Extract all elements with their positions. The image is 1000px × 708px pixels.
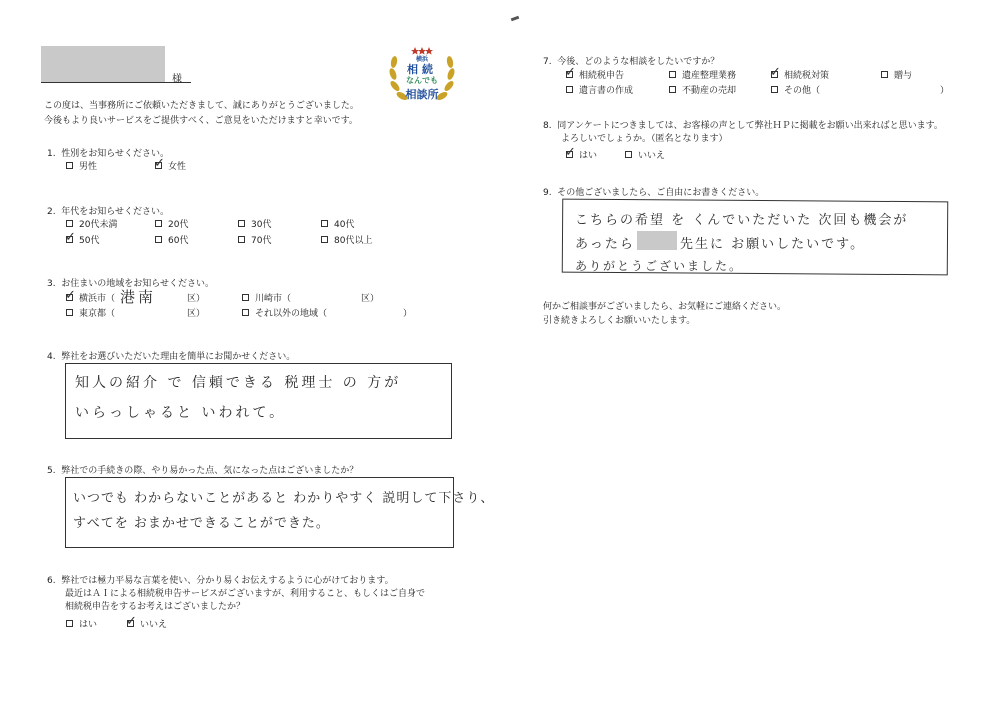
q3-option-tokyo[interactable]: 東京都（ (66, 306, 115, 319)
checkbox-checked[interactable] (65, 230, 76, 245)
footer-line-1: 何かご相談事がございましたら、お気軽にご連絡ください。 (543, 302, 787, 312)
checkbox[interactable] (238, 220, 245, 227)
checkbox-checked[interactable] (770, 65, 781, 80)
q8-option-yes[interactable]: ✓ はい (565, 145, 598, 161)
q8-option-no[interactable]: いいえ (625, 148, 665, 161)
q3-option-kawasaki[interactable]: 川崎市（ (242, 291, 291, 304)
logo-line-4: 相談所 (405, 88, 439, 101)
checkbox-checked[interactable] (565, 65, 576, 80)
checkbox[interactable] (771, 86, 778, 93)
q7-option-estate-settlement[interactable]: 遺産整理業務 (669, 68, 736, 81)
q1-option-female[interactable]: ✓ 女性 (154, 156, 187, 172)
name-underline (41, 82, 191, 83)
check-mark-icon: ✓ (154, 156, 165, 171)
check-mark-icon: ✓ (770, 65, 781, 80)
redacted-name-2 (637, 231, 677, 250)
checkbox[interactable] (566, 86, 573, 93)
q2-option-under20[interactable]: 20代未満 (66, 217, 117, 230)
logo-line-1: 横浜 (415, 56, 428, 63)
checkbox[interactable] (66, 309, 73, 316)
checkbox[interactable] (669, 71, 676, 78)
q3-kawasaki-ward-close: 区） (361, 294, 380, 304)
check-mark-icon: ✓ (126, 614, 137, 629)
checkbox[interactable] (155, 236, 162, 243)
q2-label: 2. 年代をお知らせください。 (47, 207, 170, 217)
q3-option-other[interactable]: それ以外の地域（ (242, 306, 327, 319)
q7-option-real-estate-sale[interactable]: 不動産の売却 (669, 83, 736, 96)
checkbox[interactable] (321, 236, 328, 243)
q6-label-line-2: 最近はＡＩによる相続税申告サービスがございますが、利用すること、もしくはご自身で (65, 589, 426, 599)
q2-option-50s[interactable]: ✓ 50代 (65, 230, 100, 246)
q7-option-inheritance-tax-filing[interactable]: ✓ 相続税申告 (565, 65, 625, 81)
checkbox[interactable] (66, 620, 73, 627)
q3-label: 3. お住まいの地域をお知らせください。 (47, 279, 215, 289)
logo-line-2: 相続 (407, 63, 437, 76)
q2-option-30s[interactable]: 30代 (238, 217, 271, 230)
q2-option-80plus[interactable]: 80代以上 (321, 233, 372, 246)
q9-answer-line-2b: 先生に お願いしたいです。 (680, 237, 866, 252)
q6-option-yes[interactable]: はい (66, 617, 97, 630)
checkbox[interactable] (155, 220, 162, 227)
checkbox[interactable] (242, 294, 249, 301)
q5-label: 5. 弊社での手続きの際、やり易かった点、気になった点はございましたか？ (47, 466, 359, 476)
q2-option-70s[interactable]: 70代 (238, 233, 271, 246)
q3-other-close: ） (403, 309, 413, 319)
q2-option-40s[interactable]: 40代 (321, 217, 354, 230)
q9-answer-line-1: こちらの希望 を くんでいただいた 次回も機会が (575, 213, 909, 228)
q6-label-line-1: 6. 弊社では極力平易な言葉を使い、分かり易くお伝えするように心がけております。 (47, 576, 394, 586)
q9-answer-line-2a: あったら (575, 237, 635, 252)
checkbox-checked[interactable] (126, 614, 137, 629)
q9-label: 9. その他ございましたら、ご自由にお書きください。 (543, 188, 765, 198)
q3-yokohama-ward-handwritten: 港南 (120, 288, 157, 306)
footer-line-2: 引き続きよろしくお願いいたします。 (543, 316, 696, 326)
q4-answer-line-1: 知人の紹介 で 信頼できる 税理士 の 方が (75, 375, 402, 391)
q9-answer-line-3: ありがとうございました。 (575, 259, 744, 273)
checkbox[interactable] (242, 309, 249, 316)
check-mark-icon: ✓ (565, 145, 576, 160)
q6-option-no[interactable]: ✓ いいえ (126, 614, 168, 630)
checkbox[interactable] (881, 71, 888, 78)
check-mark-icon: ✓ (65, 288, 76, 303)
checkbox[interactable] (66, 162, 73, 169)
q2-option-20s[interactable]: 20代 (155, 217, 188, 230)
redacted-name (41, 46, 165, 82)
q7-other-close: ） (940, 86, 950, 96)
q8-label-line-1: 8. 同アンケートにつきましては、お客様の声として弊社ＨＰに掲載をお願い出来ればと思います。 (543, 121, 943, 131)
q5-answer-line-1: いつでも わからないことがあると わかりやすく 説明して下さり、 (73, 491, 495, 506)
logo (385, 44, 459, 106)
q6-label-line-3: 相続税申告をするお考えはございましたか？ (65, 602, 246, 612)
q7-option-other[interactable]: その他（ (771, 83, 820, 96)
q7-option-inheritance-tax-planning[interactable]: ✓ 相続税対策 (770, 65, 830, 81)
logo-line-3: なんでも (406, 76, 438, 85)
checkbox[interactable] (66, 220, 73, 227)
checkbox-checked[interactable] (565, 145, 576, 160)
checkbox-checked[interactable] (154, 156, 165, 171)
checkbox[interactable] (669, 86, 676, 93)
q7-label: 7. 今後、どのような相談をしたいですか？ (543, 57, 720, 67)
checkbox[interactable] (238, 236, 245, 243)
honorific: 様 (172, 74, 182, 85)
q4-label: 4. 弊社をお選びいただいた理由を簡単にお聞かせください。 (47, 352, 296, 362)
q7-option-gift[interactable]: 贈与 (881, 68, 912, 81)
intro-line-1: この度は、当事務所にご依頼いただきまして、誠にありがとうございました。 (44, 101, 359, 111)
q1-option-male[interactable]: 男性 (66, 159, 97, 172)
q8-label-line-2: よろしいでしょうか。（匿名となります） (561, 134, 728, 144)
q1-label: 1. 性別をお知らせください。 (47, 149, 170, 159)
checkbox-checked[interactable] (65, 288, 76, 303)
intro-line-2: 今後もより良いサービスをご提供すべく、ご意見をいただけますと幸いです。 (44, 116, 358, 126)
checkbox[interactable] (625, 151, 632, 158)
check-mark-icon: ✓ (65, 230, 76, 245)
q3-tokyo-ward-close: 区） (187, 309, 206, 319)
checkbox[interactable] (321, 220, 328, 227)
q7-option-will[interactable]: 遺言書の作成 (566, 83, 633, 96)
q3-option-yokohama[interactable]: ✓ 横浜市（ (65, 288, 116, 304)
check-mark-icon: ✓ (565, 65, 576, 80)
q5-answer-line-2: すべてを おまかせできることができた。 (73, 516, 330, 531)
pen-mark (511, 16, 520, 22)
q4-answer-line-2: いらっしゃると いわれて。 (75, 405, 287, 421)
q3-yokohama-ward-close: 区） (187, 294, 206, 304)
q2-option-60s[interactable]: 60代 (155, 233, 188, 246)
